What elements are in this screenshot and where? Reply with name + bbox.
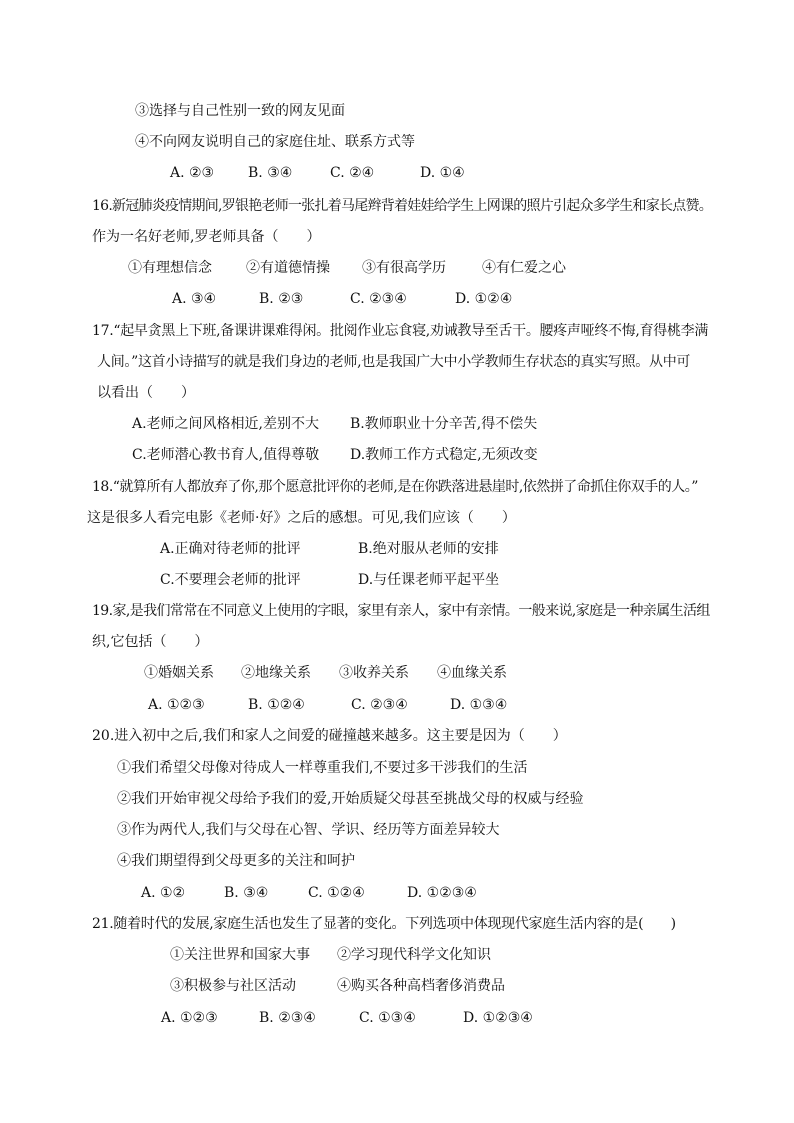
q20-options bbox=[141, 883, 477, 903]
q21-option-c: C. ①③④ bbox=[359, 1010, 416, 1026]
q17-stem-line-1: 17.“起早贪黑上下班,备课讲课难得闲。批阅作业忘食寝,劝诫教导至舌干。腰疼声哑终不悔,育得桃李满 bbox=[92, 323, 709, 339]
q19-stem-line-2: 织,它包括（ ） bbox=[92, 634, 209, 650]
q18-option-b: B.绝对服从老师的安排 bbox=[358, 541, 499, 557]
q16-stem-line-2: 作为一名好老师,罗老师具备（ ） bbox=[92, 229, 321, 245]
q15-option-b: B. ③④ bbox=[248, 165, 293, 181]
q20-item-4: ④我们期望得到父母更多的关注和呵护 bbox=[117, 853, 355, 869]
q15-item-4: ④不向网友说明自己的家庭住址、联系方式等 bbox=[135, 134, 415, 150]
q16-item-4: ④有仁爱之心 bbox=[482, 260, 566, 276]
q19-items bbox=[144, 663, 507, 683]
q15-option-c: C. ②④ bbox=[330, 165, 375, 181]
q16-option-b: B. ②③ bbox=[259, 291, 304, 307]
q17-option-c: C.老师潜心教书育人,值得尊敬 bbox=[132, 447, 320, 463]
q15-option-a: A. ②③ bbox=[170, 165, 215, 181]
q16-item-1: ①有理想信念 bbox=[128, 260, 212, 276]
q17-stem-line-3: 以看出（ ） bbox=[97, 385, 195, 401]
q18-stem-line-2: 这是很多人看完电影《老师·好》之后的感想。可见,我们应该（ ） bbox=[87, 510, 516, 526]
q15-options bbox=[170, 163, 465, 183]
q21-item-4: ④购买各种高档奢侈消费品 bbox=[337, 978, 505, 994]
q19-option-a: A. ①②③ bbox=[148, 697, 205, 713]
q21-option-d: D. ①②③④ bbox=[463, 1010, 533, 1026]
q20-item-3: ③作为两代人,我们与父母在心智、学识、经历等方面差异较大 bbox=[117, 822, 500, 838]
q21-item-2: ②学习现代科学文化知识 bbox=[337, 947, 491, 963]
q16-option-c: C. ②③④ bbox=[350, 291, 407, 307]
q18-option-a: A.正确对待老师的批评 bbox=[160, 541, 301, 557]
q19-option-d: D. ①③④ bbox=[450, 697, 508, 713]
q16-item-3: ③有很高学历 bbox=[362, 260, 446, 276]
q16-option-d: D. ①②④ bbox=[455, 291, 513, 307]
q19-item-3: ③收养关系 bbox=[339, 665, 409, 681]
q16-stem-line-1: 16.新冠肺炎疫情期间,罗银艳老师一张扎着马尾辫背着娃娃给学生上网课的照片引起众多学生和家长点赞。 bbox=[92, 198, 712, 214]
q21-option-a: A. ①②③ bbox=[161, 1010, 218, 1026]
q20-item-1: ①我们希望父母像对待成人一样尊重我们,不要过多干涉我们的生活 bbox=[117, 760, 528, 776]
q18-option-d: D.与任课老师平起平坐 bbox=[358, 572, 500, 588]
q19-item-1: ①婚姻关系 bbox=[144, 665, 214, 681]
q17-option-a: A.老师之间风格相近,差别不大 bbox=[132, 416, 320, 432]
q18-stem-line-1: 18.“就算所有人都放弃了你,那个愿意批评你的老师,是在你跌落进悬崖时,依然拼了命抓住你双手的人。” bbox=[92, 479, 698, 495]
q19-stem-line-1: 19.家,是我们常常在不同意义上使用的字眼，家里有亲人，家中有亲情。一般来说,家庭是一种亲属生活组 bbox=[92, 603, 710, 619]
q15-item-3: ③选择与自己性别一致的网友见面 bbox=[135, 103, 345, 119]
q19-option-b: B. ①②④ bbox=[248, 697, 305, 713]
q21-stem: 21.随着时代的发展,家庭生活也发生了显著的变化。下列选项中体现现代家庭生活内容的是( ) bbox=[92, 916, 676, 932]
q16-items bbox=[128, 258, 566, 278]
q16-options bbox=[172, 289, 512, 309]
q20-option-c: C. ①②④ bbox=[308, 885, 365, 901]
q17-option-d: D.教师工作方式稳定,无须改变 bbox=[350, 447, 538, 463]
q15-option-d: D. ①④ bbox=[420, 165, 465, 181]
q20-item-2: ②我们开始审视父母给予我们的爱,开始质疑父母甚至挑战父母的权威与经验 bbox=[117, 791, 584, 807]
q18-option-c: C.不要理会老师的批评 bbox=[160, 572, 301, 588]
q21-item-1: ①关注世界和国家大事 bbox=[170, 947, 310, 963]
q21-item-3: ③积极参与社区活动 bbox=[170, 978, 296, 994]
q19-options bbox=[148, 695, 507, 715]
q20-stem: 20.进入初中之后,我们和家人之间爱的碰撞越来越多。这主要是因为（ ） bbox=[92, 728, 567, 744]
q16-item-2: ②有道德情操 bbox=[246, 260, 330, 276]
q17-stem-line-2: 人间。”这首小诗描写的就是我们身边的老师,也是我国广大中小学教师生存状态的真实写照。从中可 bbox=[97, 354, 691, 370]
q20-option-a: A. ①② bbox=[141, 885, 186, 901]
q19-option-c: C. ②③④ bbox=[351, 697, 408, 713]
q19-item-4: ④血缘关系 bbox=[437, 665, 507, 681]
q21-options bbox=[161, 1008, 533, 1028]
q17-option-b: B.教师职业十分辛苦,得不偿失 bbox=[350, 416, 538, 432]
q19-item-2: ②地缘关系 bbox=[241, 665, 311, 681]
q20-option-b: B. ③④ bbox=[224, 885, 269, 901]
q20-option-d: D. ①②③④ bbox=[407, 885, 477, 901]
q16-option-a: A. ③④ bbox=[172, 291, 217, 307]
q21-option-b: B. ②③④ bbox=[259, 1010, 316, 1026]
